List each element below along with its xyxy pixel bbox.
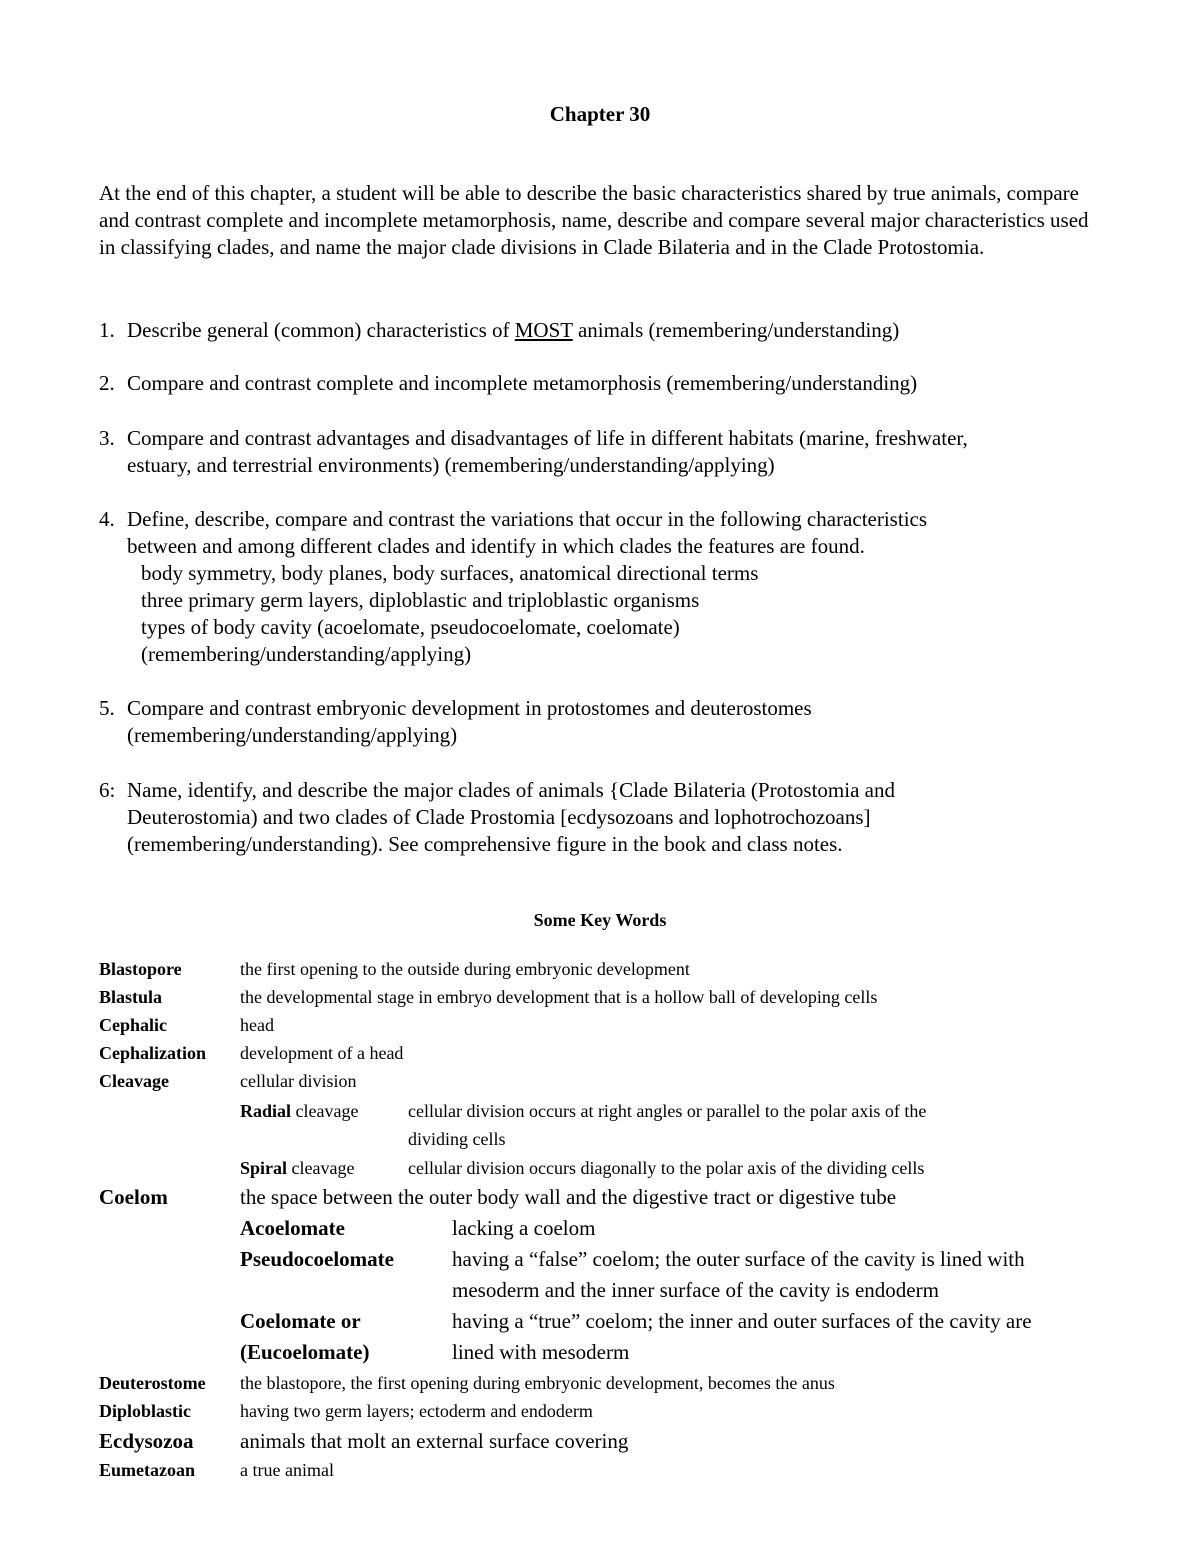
objective-subitem: body symmetry, body planes, body surfaces, anatomical directional terms xyxy=(141,561,759,585)
term-cleavage: Cleavage xyxy=(99,1071,169,1091)
definition-eumetazoan: a true animal xyxy=(240,1460,334,1480)
term-spiral-bold: Spiral xyxy=(240,1158,288,1178)
definition-pseudocoelomate-line2: mesoderm and the inner surface of the cavity is endoderm xyxy=(452,1278,939,1302)
definition-radial-line1: cellular division occurs at right angles or parallel to the polar axis of the xyxy=(408,1101,927,1121)
objective-subitem: (remembering/understanding/applying) xyxy=(141,642,472,666)
objective-number: 3. xyxy=(99,426,115,450)
objective-5 xyxy=(99,695,1109,749)
objective-line: Compare and contrast advantages and disadvantages of life in different habitats (marine, freshwater, xyxy=(127,426,968,450)
term-blastopore: Blastopore xyxy=(99,959,182,979)
definition-coelom: the space between the outer body wall and the digestive tract or digestive tube xyxy=(240,1185,897,1209)
objective-line: estuary, and terrestrial environments) (remembering/understanding/applying) xyxy=(127,453,775,477)
objective-line: Define, describe, compare and contrast the variations that occur in the following characteristics xyxy=(127,507,928,531)
term-spiral-rest: cleavage xyxy=(287,1158,355,1178)
definition-acoelomate: lacking a coelom xyxy=(452,1216,596,1240)
objective-subitem: three primary germ layers, diploblastic and triploblastic organisms xyxy=(141,588,700,612)
definition-cleavage: cellular division xyxy=(240,1071,357,1091)
objective-6 xyxy=(99,777,1109,858)
definition-radial-line2: dividing cells xyxy=(408,1129,506,1149)
objective-number: 1. xyxy=(99,318,115,342)
objective-subitem: types of body cavity (acoelomate, pseudocoelomate, coelomate) xyxy=(141,615,680,639)
term-acoelomate: Acoelomate xyxy=(240,1216,345,1240)
definition-deuterostome: the blastopore, the first opening during embryonic development, becomes the anus xyxy=(240,1373,835,1393)
objective-1 xyxy=(99,317,1109,344)
term-eucoelomate: (Eucoelomate) xyxy=(240,1340,370,1364)
objective-text: animals (remembering/understanding) xyxy=(572,318,900,342)
emphasis-most: MOST xyxy=(514,318,573,342)
term-radial-rest: cleavage xyxy=(291,1101,359,1121)
definition-pseudocoelomate-line1: having a “false” coelom; the outer surface of the cavity is lined with xyxy=(452,1247,1025,1271)
objective-line: Name, identify, and describe the major clades of animals {Clade Bilateria (Protostomia and xyxy=(127,778,895,802)
term-ecdysozoa: Ecdysozoa xyxy=(99,1429,194,1453)
objective-number: 6: xyxy=(99,778,116,802)
objective-line: Deuterostomia) and two clades of Clade Prostomia [ecdysozoans and lophotrochozoans] xyxy=(127,805,871,829)
term-eumetazoan: Eumetazoan xyxy=(99,1460,195,1480)
term-diploblastic: Diploblastic xyxy=(99,1401,192,1421)
objective-2 xyxy=(99,370,1109,397)
term-radial-bold: Radial xyxy=(240,1101,292,1121)
term-coelomate: Coelomate or xyxy=(240,1309,361,1333)
objective-number: 5. xyxy=(99,696,115,720)
definition-coelomate-line1: having a “true” coelom; the inner and outer surfaces of the cavity are xyxy=(452,1309,1032,1333)
key-words-heading: Some Key Words xyxy=(533,910,667,930)
objective-4 xyxy=(99,506,1109,668)
definition-blastopore: the first opening to the outside during embryonic development xyxy=(240,959,690,979)
objective-line: (remembering/understanding/applying) xyxy=(127,723,458,747)
term-spiral-cleavage xyxy=(240,1154,354,1182)
term-deuterostome: Deuterostome xyxy=(99,1373,206,1393)
objective-line: Compare and contrast embryonic development in protostomes and deuterostomes xyxy=(127,696,812,720)
term-cephalic: Cephalic xyxy=(99,1015,168,1035)
definition-ecdysozoa: animals that molt an external surface covering xyxy=(240,1429,629,1453)
objective-3 xyxy=(99,425,1109,479)
objective-line: between and among different clades and identify in which clades the features are found. xyxy=(127,534,865,558)
term-pseudocoelomate: Pseudocoelomate xyxy=(240,1247,394,1271)
definition-diploblastic: having two germ layers; ectoderm and endoderm xyxy=(240,1401,593,1421)
definition-blastula: the developmental stage in embryo development that is a hollow ball of developing cells xyxy=(240,987,878,1007)
objective-line: (remembering/understanding). See comprehensive figure in the book and class notes. xyxy=(127,832,843,856)
term-cephalization: Cephalization xyxy=(99,1043,207,1063)
definition-cephalic: head xyxy=(240,1015,274,1035)
definition-spiral: cellular division occurs diagonally to the polar axis of the dividing cells xyxy=(408,1158,925,1178)
chapter-title: Chapter 30 xyxy=(549,102,651,126)
term-coelom: Coelom xyxy=(99,1185,168,1209)
objective-number: 2. xyxy=(99,371,115,395)
objective-number: 4. xyxy=(99,507,115,531)
definition-cephalization: development of a head xyxy=(240,1043,404,1063)
term-radial-cleavage xyxy=(240,1097,358,1125)
intro-paragraph: At the end of this chapter, a student will be able to describe the basic characteristics shared by true animals, compare and contrast complete and incomplete metamorphosis, name, describe and compare several major characteristics used in classifying clades, and name the major clade divisions in Clade Bilateria and in the Clade Protostomia. xyxy=(99,181,1089,259)
objective-text: Describe general (common) characteristics of xyxy=(127,318,515,342)
definition-coelomate-line2: lined with mesoderm xyxy=(452,1340,630,1364)
objective-text: Compare and contrast complete and incomplete metamorphosis (remembering/understanding) xyxy=(127,371,918,395)
term-blastula: Blastula xyxy=(99,987,163,1007)
